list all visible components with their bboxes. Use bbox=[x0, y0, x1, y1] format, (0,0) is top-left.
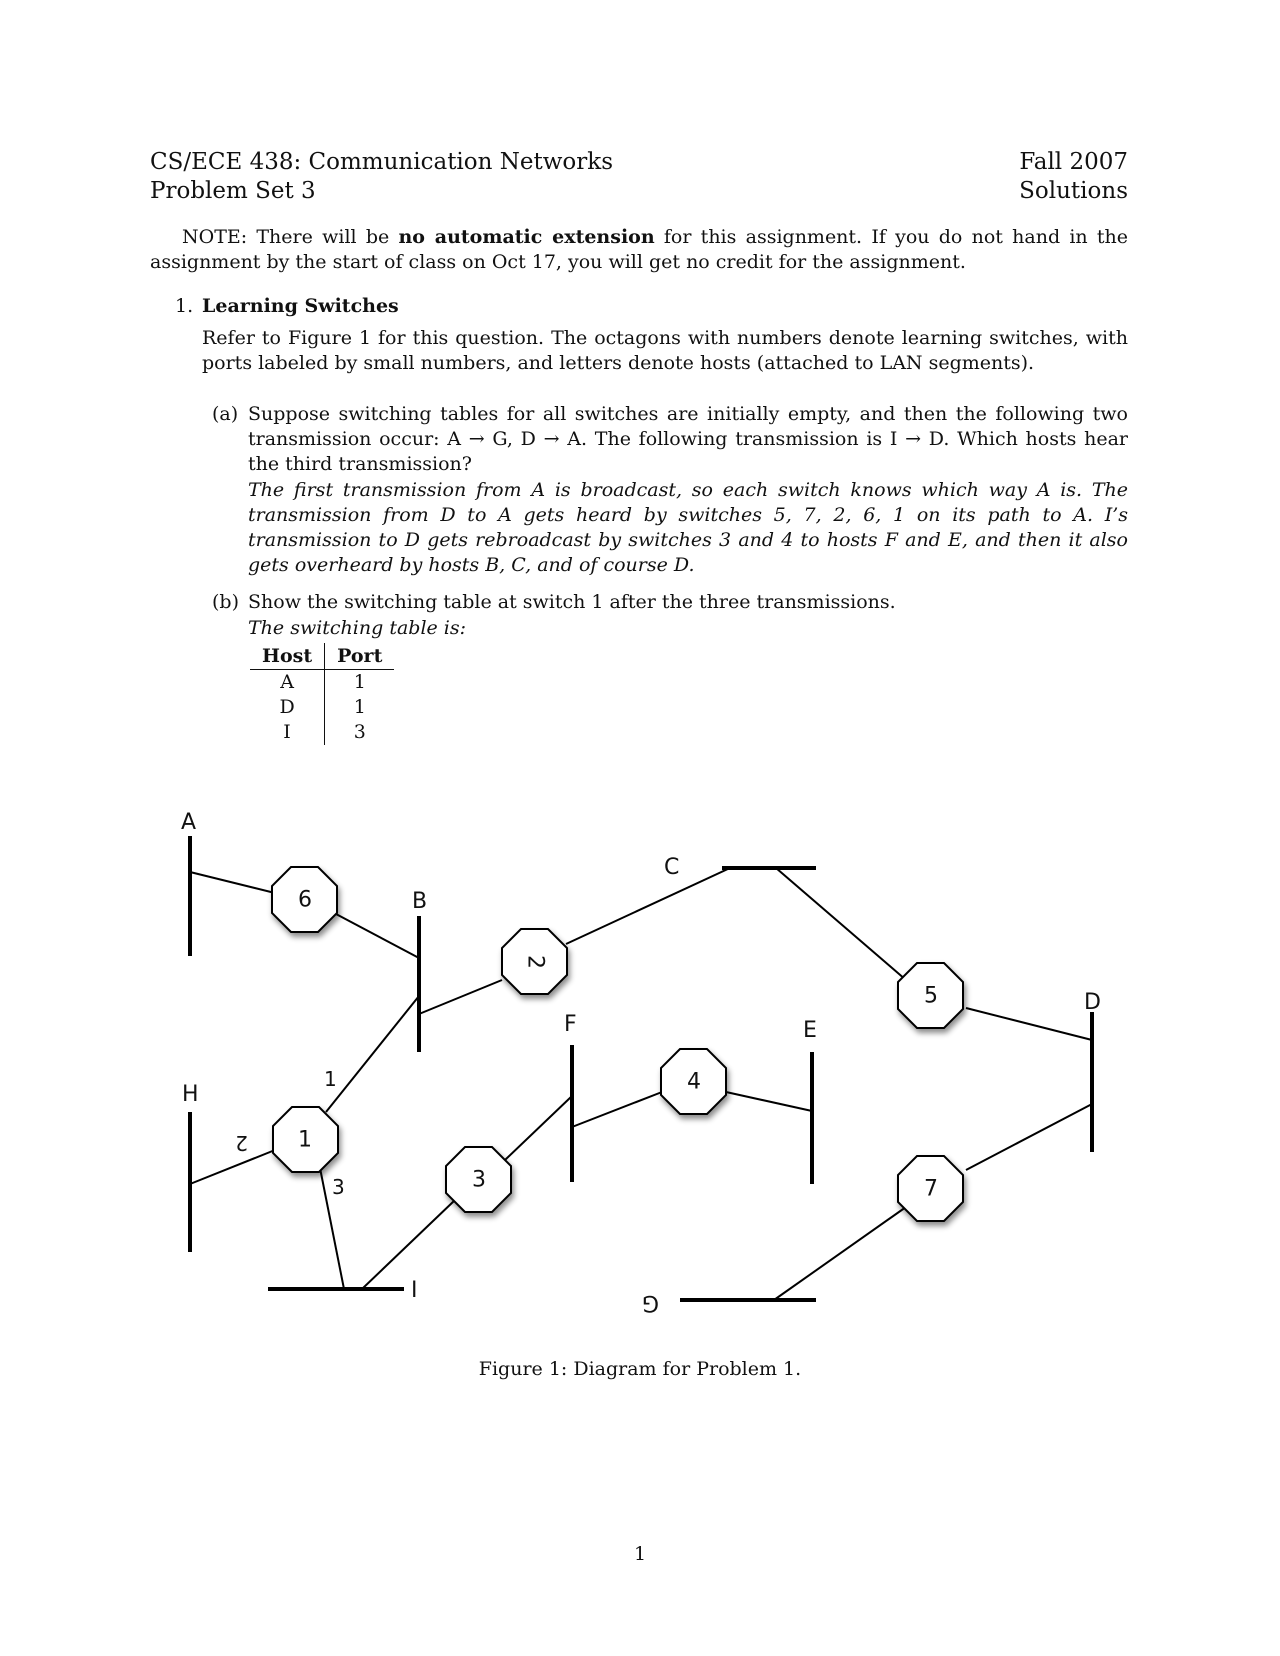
switch-5-label: 5 bbox=[924, 983, 938, 1009]
switch-2 bbox=[502, 929, 567, 994]
link-b-s1 bbox=[326, 996, 419, 1112]
part-b-answer-intro: The switching table is: bbox=[248, 617, 467, 639]
link-s4-e bbox=[726, 1092, 812, 1111]
switch-7 bbox=[898, 1156, 963, 1221]
link-a-s6 bbox=[190, 872, 275, 893]
term: Fall 2007 bbox=[1019, 149, 1128, 175]
course-title: CS/ECE 438: Communication Networks bbox=[150, 149, 614, 175]
switch-6 bbox=[272, 867, 337, 932]
table-cell-port: 3 bbox=[353, 721, 366, 743]
table-cell-port: 1 bbox=[353, 696, 366, 718]
part-b-label: (b) bbox=[212, 591, 239, 613]
link-f-s4 bbox=[572, 1092, 662, 1127]
host-label-f: F bbox=[564, 1012, 577, 1037]
switch-2-label: 2 bbox=[522, 955, 548, 969]
link-s2-c bbox=[566, 868, 730, 944]
table-cell-port: 1 bbox=[353, 671, 366, 693]
table-cell-host: D bbox=[250, 695, 325, 720]
problem-number: 1. bbox=[175, 295, 194, 317]
host-label-h: H bbox=[182, 1082, 199, 1107]
switch-4 bbox=[661, 1049, 726, 1114]
part-b-question: Show the switching table at switch 1 after the three transmissions. bbox=[248, 591, 896, 613]
host-label-a: A bbox=[181, 810, 197, 835]
link-s5-d bbox=[966, 1008, 1092, 1040]
table-cell-host: A bbox=[250, 670, 325, 696]
link-d-s7 bbox=[966, 1104, 1092, 1170]
link-b-s2 bbox=[419, 980, 502, 1014]
figure-caption: Figure 1: Diagram for Problem 1. bbox=[478, 1358, 802, 1380]
switch-1-label: 1 bbox=[298, 1127, 312, 1153]
switch-3-label: 3 bbox=[472, 1167, 486, 1193]
page-number: 1 bbox=[633, 1543, 647, 1565]
link-c-s5 bbox=[776, 868, 906, 980]
problem-title: Learning Switches bbox=[202, 295, 399, 317]
link-h-s1 bbox=[190, 1150, 275, 1184]
port-label-3: 3 bbox=[332, 1175, 345, 1199]
problem-intro: Refer to Figure 1 for this question. The octagons with numbers denote learning switches, with ports labeled by small numbers, and letters denote hosts (attached to LAN segments). bbox=[202, 327, 1128, 374]
table-header-port: Port bbox=[325, 643, 395, 670]
port-label-1: 1 bbox=[324, 1067, 337, 1091]
note-prefix: NOTE: There will be bbox=[182, 226, 399, 248]
solutions-label: Solutions bbox=[1019, 178, 1128, 204]
part-a-answer: The first transmission from A is broadcast, so each switch knows which way A is. The transmission from D to A gets heard by switches 5, 7, 2, 6, 1 on its path to A. I’s transmission to D gets rebroadcast by switches 3 and 4 to hosts F and E, and then it also gets overheard by hosts B, C, and of course D. bbox=[248, 479, 1128, 576]
table-header-host: Host bbox=[250, 643, 325, 670]
port-label-2: 2 bbox=[235, 1131, 248, 1155]
problem-set-title: Problem Set 3 bbox=[150, 178, 316, 204]
host-label-e: E bbox=[803, 1018, 817, 1043]
host-label-b: B bbox=[412, 889, 428, 914]
host-label-g: G bbox=[641, 1290, 659, 1315]
table-cell-host: I bbox=[250, 720, 325, 745]
part-a-label: (a) bbox=[212, 403, 239, 425]
host-label-c: C bbox=[664, 855, 680, 880]
switch-7-label: 7 bbox=[924, 1176, 938, 1202]
switch-6-label: 6 bbox=[298, 887, 312, 913]
switch-3 bbox=[446, 1147, 511, 1212]
switch-4-label: 4 bbox=[687, 1069, 701, 1095]
part-a-question: Suppose switching tables for all switches are initially empty, and then the following two transmission occur: A → G, D → A. The following transmission is I → D. Which hosts hear the third transmission? bbox=[248, 403, 1128, 475]
note-suffix: for this assignment. If you do not hand in the assignment by the start of class on Oct 17, you will get no credit for the assignment. bbox=[150, 226, 1129, 273]
link-s3-f bbox=[505, 1096, 572, 1160]
link-s7-g bbox=[774, 1207, 906, 1300]
host-label-d: D bbox=[1084, 990, 1101, 1015]
link-i-s3 bbox=[362, 1200, 455, 1289]
link-s6-b bbox=[336, 914, 419, 958]
switch-5 bbox=[898, 963, 963, 1028]
note-bold: no automatic extension bbox=[398, 226, 655, 248]
host-label-i: I bbox=[411, 1278, 418, 1303]
switch-1 bbox=[273, 1107, 338, 1172]
